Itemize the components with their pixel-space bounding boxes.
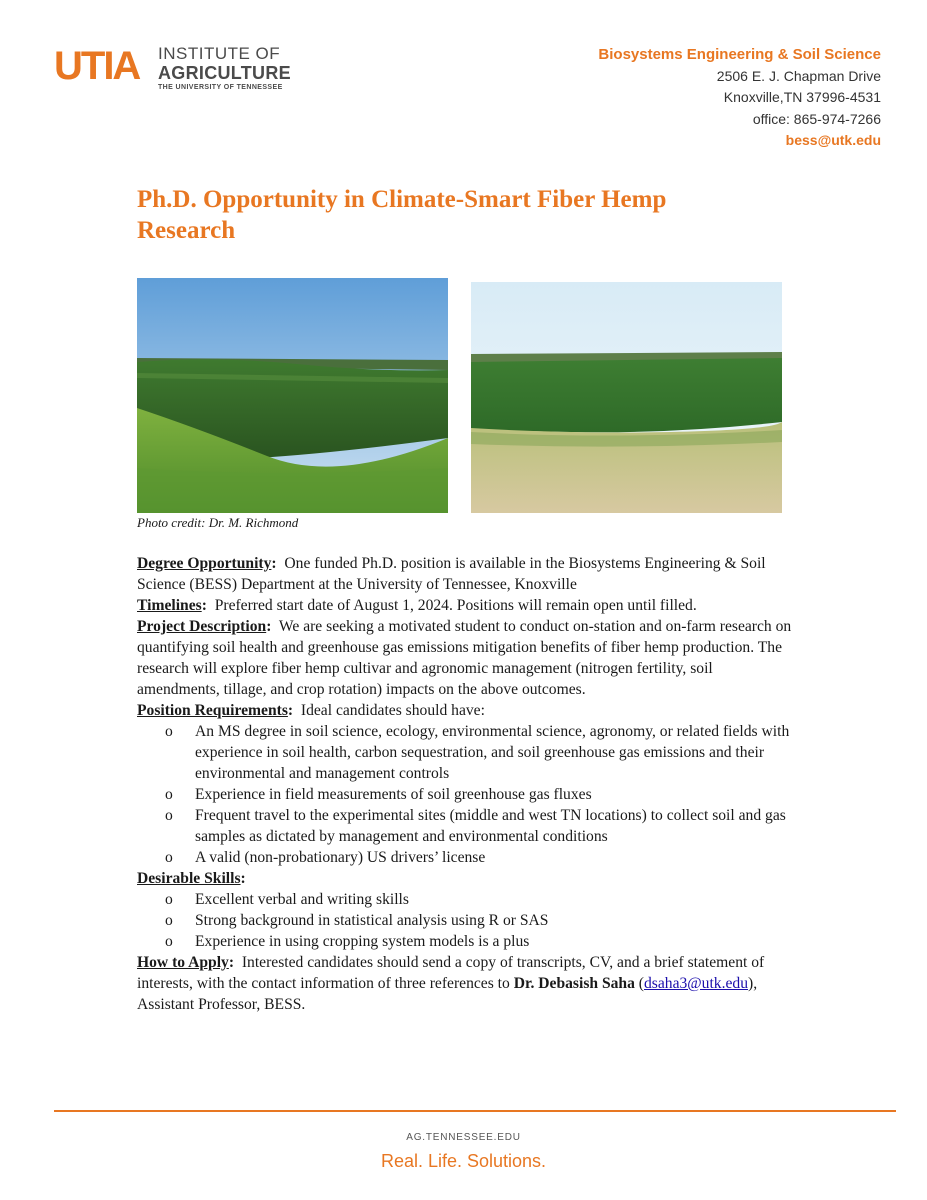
- photo-caption: Photo credit: Dr. M. Richmond: [137, 515, 299, 530]
- logo-line-agriculture: AGRICULTURE: [158, 63, 291, 83]
- degree-section: Degree Opportunity: One funded Ph.D. position is available in the Biosystems Engineering & Soil Science (BESS) Department at the University of Tennessee, Knoxville: [137, 555, 766, 593]
- degree-text: One funded Ph.D. position is available in the Biosystems Engineering & Soil Science (BESS) Department at the University of Tennessee, Knoxville: [137, 555, 766, 593]
- project-text: We are seeking a motivated student to conduct on-station and on-farm research on quantifying soil health and greenhouse gas emissions mitigation benefits of fiber hemp production. The research will explore fiber hemp cultivar and agronomic management (nitrogen fertility, soil amendments, tillage, and crop rotation) impacts on the above outcomes.: [137, 618, 792, 698]
- apply-label: How to Apply: [137, 954, 229, 971]
- contact-name: Dr. Debasish Saha: [513, 975, 635, 992]
- footer-url[interactable]: AG.TENNESSEE.EDU: [406, 1132, 521, 1143]
- degree-label: Degree Opportunity: [137, 555, 272, 572]
- bullet-icon: o: [165, 912, 173, 929]
- timelines-text: Preferred start date of August 1, 2024. Positions will remain open until filled.: [214, 597, 697, 614]
- department-name: Biosystems Engineering & Soil Science: [598, 46, 881, 63]
- hemp-field-photo-1: [137, 278, 448, 513]
- office-phone: office: 865-974-7266: [752, 110, 881, 127]
- apply-text: Interested candidates should send a copy of transcripts, CV, and a brief statement of interests, with the contact information of three references to: [137, 954, 765, 992]
- list-item: o An MS degree in soil science, ecology, environmental science, agronomy, or related fields with experience in soil health, carbon sequestration, and soil greenhouse gas emissions and their environmental and management controls: [165, 723, 790, 782]
- project-label: Project Description: [137, 618, 267, 635]
- utia-logo: [54, 44, 314, 94]
- department-email[interactable]: bess@utk.edu: [785, 132, 881, 148]
- footer-tagline: Real. Life. Solutions.: [380, 1151, 547, 1171]
- contact-role: Assistant Professor, BESS.: [137, 996, 306, 1013]
- main-content: [137, 553, 797, 1015]
- requirements-label: Position Requirements: [137, 702, 288, 719]
- bullet-icon: o: [165, 723, 173, 740]
- svg-text:UTIA: UTIA: [54, 46, 140, 82]
- bullet-icon: o: [165, 786, 173, 803]
- logo-line-institute: INSTITUTE OF: [158, 44, 281, 63]
- address-block: [598, 44, 881, 152]
- logo-line-university: THE UNIVERSITY OF TENNESSEE: [158, 84, 283, 91]
- requirements-list: [137, 721, 797, 868]
- list-item: o A valid (non-probationary) US drivers’ license: [165, 849, 486, 866]
- list-item: o Experience in field measurements of soil greenhouse gas fluxes: [165, 786, 592, 803]
- bullet-icon: o: [165, 933, 173, 950]
- bullet-icon: o: [165, 891, 173, 908]
- bullet-icon: o: [165, 807, 173, 824]
- hemp-field-photo-2: [471, 282, 782, 513]
- city-address: Knoxville,TN 37996-4531: [723, 89, 881, 105]
- street-address: 2506 E. J. Chapman Drive: [716, 67, 881, 84]
- page-title: Ph.D. Opportunity in Climate-Smart Fiber Hemp Research: [137, 186, 667, 244]
- list-item: o Frequent travel to the experimental sites (middle and west TN locations) to collect soil and gas samples as dictated by management and environmental conditions: [165, 807, 786, 845]
- requirements-section: Position Requirements: Ideal candidates should have:: [137, 702, 485, 719]
- requirements-intro: Ideal candidates should have:: [300, 702, 485, 719]
- timelines-label: Timelines: [137, 597, 202, 614]
- project-section: Project Description: We are seeking a motivated student to conduct on-station and on-farm research on quantifying soil health and greenhouse gas emissions mitigation benefits of fiber hemp production. The research will explore fiber hemp cultivar and agronomic management (nitrogen fertility, soil amendments, tillage, and crop rotation) impacts on the above outcomes.: [137, 618, 792, 698]
- skills-list: [137, 889, 797, 952]
- apply-section: How to Apply: Interested candidates should send a copy of transcripts, CV, and a brief statement of interests, with the contact information of three references to Dr. Debasish Saha (dsaha3@utk.edu), Assistant Professor, BESS.: [137, 954, 765, 1013]
- footer-divider: [54, 1110, 896, 1112]
- utia-logo-mark: [54, 46, 154, 82]
- bullet-icon: o: [165, 849, 173, 866]
- list-item: o Excellent verbal and writing skills: [165, 891, 409, 908]
- skills-label: Desirable Skills: [137, 870, 241, 887]
- list-item: o Experience in using cropping system models is a plus: [165, 933, 530, 950]
- timelines-section: Timelines: Preferred start date of August 1, 2024. Positions will remain open until filled.: [137, 597, 697, 614]
- contact-email-link[interactable]: dsaha3@utk.edu: [644, 975, 749, 992]
- skills-section: Desirable Skills:: [137, 870, 246, 887]
- list-item: o Strong background in statistical analysis using R or SAS: [165, 912, 549, 929]
